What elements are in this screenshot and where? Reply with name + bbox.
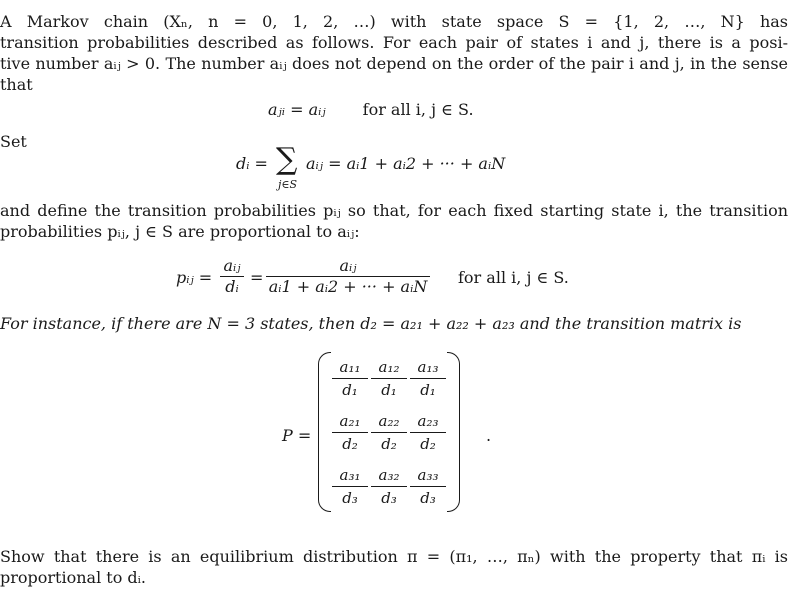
entry-numerator: a₃₂ — [371, 466, 407, 487]
matrix-entry — [410, 466, 446, 507]
text-line: tive number aᵢⱼ > 0. The number aᵢⱼ does not depend on the order of the pair i and j, in the sense — [0, 54, 788, 73]
equation-symmetry — [268, 100, 474, 119]
left-parenthesis — [318, 352, 331, 512]
set-word: Set — [0, 132, 27, 151]
entry-denominator: d₃ — [342, 489, 358, 507]
entry-numerator: a₂₁ — [332, 412, 368, 433]
equation-transition — [176, 258, 596, 302]
entry-denominator: d₂ — [342, 435, 358, 453]
right-parenthesis — [447, 352, 460, 512]
entry-numerator: a₃₃ — [410, 466, 446, 487]
entry-numerator: a₃₁ — [332, 466, 368, 487]
entry-numerator: a₁₃ — [410, 358, 446, 379]
matrix-label: P = — [282, 426, 312, 445]
equation-lhs: dᵢ = — [236, 154, 268, 173]
entry-denominator: d₂ — [420, 435, 436, 453]
matrix-entry — [371, 412, 407, 453]
equation-condition: for all i, j ∈ S. — [458, 268, 569, 287]
fraction-second — [266, 258, 430, 295]
matrix-entry — [332, 466, 368, 507]
paragraph-intro — [0, 12, 788, 96]
paragraph-instance — [0, 314, 788, 335]
entry-denominator: d₁ — [342, 381, 358, 399]
transition-matrix — [318, 352, 460, 512]
entry-numerator: a₂₂ — [371, 412, 407, 433]
equation-lhs: pᵢⱼ = — [176, 268, 213, 287]
equation-lhs: aⱼᵢ = aᵢⱼ — [268, 100, 326, 119]
fraction-denominator: aᵢ1 + aᵢ2 + ··· + aᵢN — [268, 277, 428, 296]
text-line: that — [0, 75, 33, 94]
paragraph-question — [0, 547, 788, 589]
entry-numerator: a₁₂ — [371, 358, 407, 379]
matrix-entry — [371, 466, 407, 507]
matrix-entry — [332, 412, 368, 453]
text-line: transition probabilities described as follows. For each pair of states i and j, there is a posi- — [0, 33, 788, 52]
summation-sign: ∑ — [276, 142, 298, 177]
entry-denominator: d₂ — [381, 435, 397, 453]
fraction-first — [220, 258, 244, 295]
matrix-entry — [371, 358, 407, 399]
entry-denominator: d₁ — [420, 381, 436, 399]
equation-rhs: aᵢⱼ = aᵢ1 + aᵢ2 + ··· + aᵢN — [306, 154, 506, 173]
text-line: A Markov chain (Xₙ, n = 0, 1, 2, …) with state space S = {1, 2, …, N} has — [0, 12, 788, 31]
matrix-entry — [410, 412, 446, 453]
matrix-entry — [332, 358, 368, 399]
entry-denominator: d₁ — [381, 381, 397, 399]
text-line: For instance, if there are N = 3 states, then d₂ = a₂₁ + a₂₂ + a₂₃ and the transition matrix is — [0, 314, 742, 333]
matrix-entry — [410, 358, 446, 399]
fraction-denominator: dᵢ — [225, 277, 239, 296]
text-line: probabilities pᵢⱼ, j ∈ S are proportional to aᵢⱼ: — [0, 222, 360, 241]
fraction-numerator: aᵢⱼ — [220, 258, 244, 277]
entry-denominator: d₃ — [420, 489, 436, 507]
equals-sign: = — [250, 268, 264, 287]
summation-subscript: j∈S — [278, 178, 298, 191]
paragraph-define — [0, 201, 788, 243]
text-line: proportional to dᵢ. — [0, 568, 146, 587]
entry-denominator: d₃ — [381, 489, 397, 507]
entry-numerator: a₂₃ — [410, 412, 446, 433]
text-line: and define the transition probabilities pᵢⱼ so that, for each fixed starting state i, the transition — [0, 201, 788, 220]
text-line: Show that there is an equilibrium distribution π = (π₁, …, πₙ) with the property that πᵢ is — [0, 547, 788, 566]
entry-numerator: a₁₁ — [332, 358, 368, 379]
matrix-trailing-period: . — [486, 426, 492, 445]
fraction-numerator: aᵢⱼ — [266, 258, 430, 277]
equation-condition: for all i, j ∈ S. — [362, 100, 474, 119]
equation-degree — [236, 142, 556, 194]
